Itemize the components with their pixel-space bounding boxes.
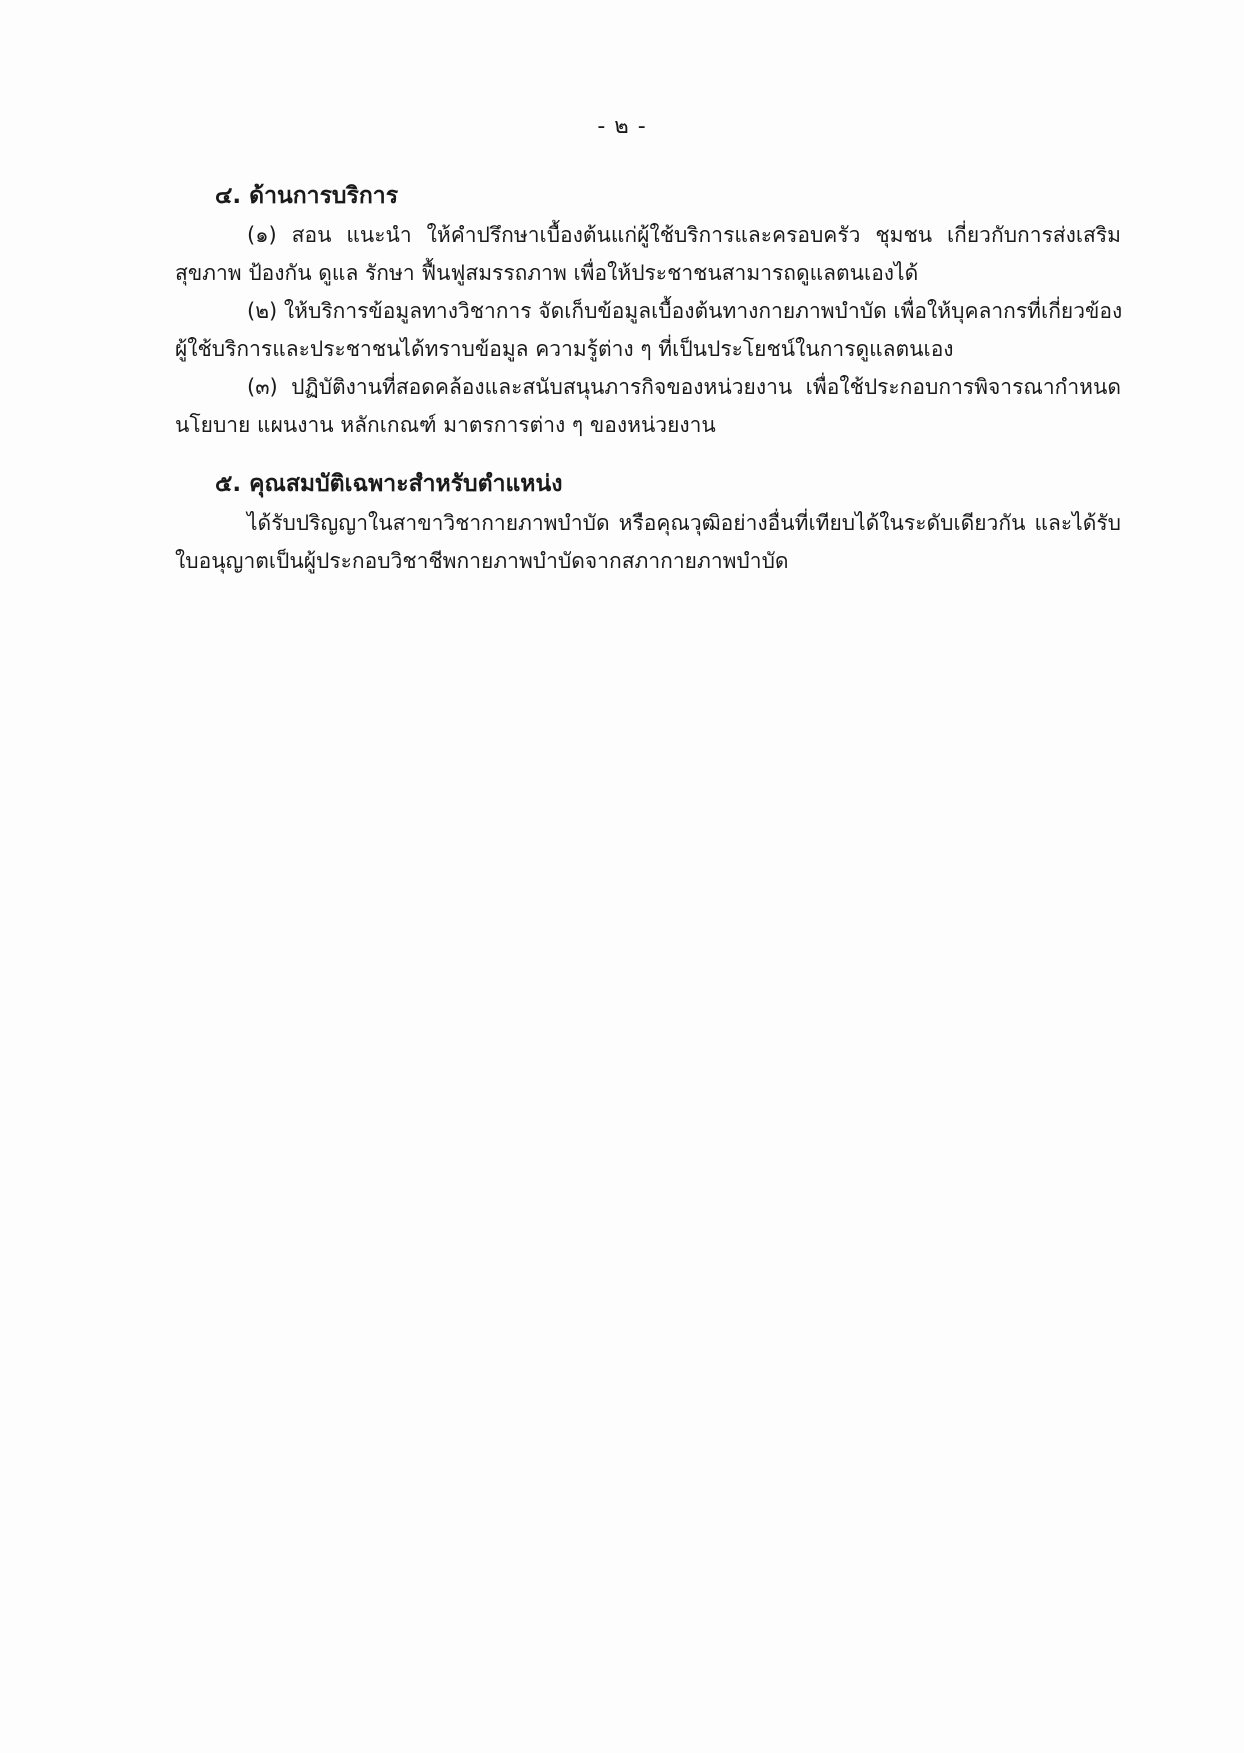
paragraph-line: สุขภาพ ป้องกัน ดูแล รักษา ฟื้นฟูสมรรถภาพ เพื่อให้ประชาชนสามารถดูแลตนเองได้	[175, 261, 919, 285]
section-heading-service: ๔. ด้านการบริการ	[215, 183, 399, 209]
document-body	[175, 176, 1121, 580]
paragraph-line: ได้รับปริญญาในสาขาวิชากายภาพบำบัด หรือคุณวุฒิอย่างอื่นที่เทียบได้ในระดับเดียวกัน และได้รับ	[247, 511, 1121, 535]
paragraph-line: (๓) ปฏิบัติงานที่สอดคล้องและสนับสนุนภารกิจของหน่วยงาน เพื่อใช้ประกอบการพิจารณากำหนด	[247, 375, 1121, 399]
paragraph-line: (๑) สอน แนะนำ ให้คำปรึกษาเบื้องต้นแก่ผู้ใช้บริการและครอบครัว ชุมชน เกี่ยวกับการส่งเสริม	[247, 223, 1121, 247]
section-spacer	[175, 444, 1121, 464]
service-item-1	[175, 216, 1121, 292]
page-number: - ๒ -	[597, 114, 647, 139]
service-item-2	[175, 292, 1121, 368]
paragraph-line: ใบอนุญาตเป็นผู้ประกอบวิชาชีพกายภาพบำบัดจากสภากายภาพบำบัด	[175, 549, 789, 573]
paragraph-line: นโยบาย แผนงาน หลักเกณฑ์ มาตรการต่าง ๆ ของหน่วยงาน	[175, 413, 716, 437]
qualification-paragraph	[175, 504, 1121, 580]
paragraph-line: (๒) ให้บริการข้อมูลทางวิชาการ จัดเก็บข้อมูลเบื้องต้นทางกายภาพบำบัด เพื่อให้บุคลากรที่เกี่ยวข้อง	[247, 299, 1123, 323]
paragraph-line: ผู้ใช้บริการและประชาชนได้ทราบข้อมูล ความรู้ต่าง ๆ ที่เป็นประโยชน์ในการดูแลตนเอง	[175, 337, 954, 361]
section-heading-qualifications: ๕. คุณสมบัติเฉพาะสำหรับตำแหน่ง	[215, 471, 563, 497]
service-item-3	[175, 368, 1121, 444]
